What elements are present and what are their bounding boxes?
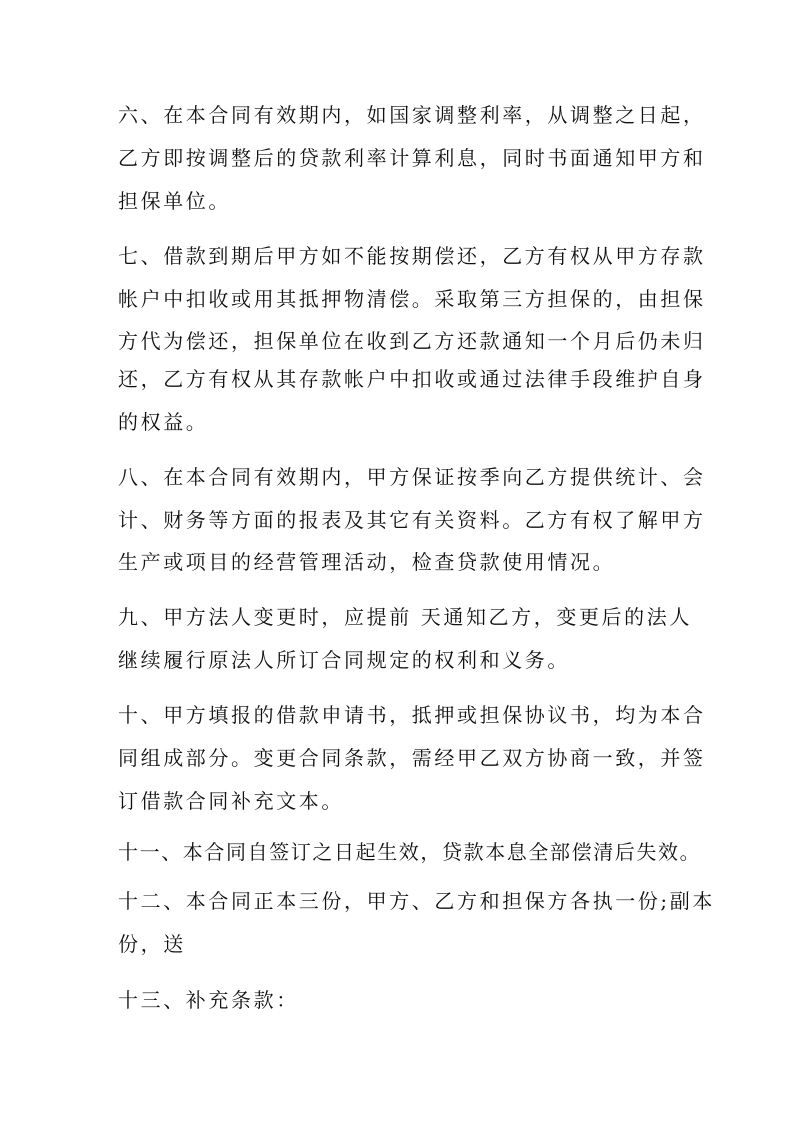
clause-10-line-1: 十、甲方填报的借款申请书，抵押或担保协议书，均为本合 (118, 703, 706, 727)
clause-12-line-2: 份，送 (118, 932, 186, 956)
clause-8-line-3: 生产或项目的经营管理活动，检查贷款使用情况。 (118, 550, 616, 574)
clause-6-line-3: 担保单位。 (118, 189, 231, 213)
clause-7-line-5: 的权益。 (118, 410, 209, 434)
clause-9-line-1: 九、甲方法人变更时，应提前 天通知乙方，变更后的法人 (118, 605, 692, 629)
clause-11-line-1: 十一、本合同自签订之日起生效，贷款本息全部偿清后失效。 (118, 840, 702, 864)
clause-9-line-2: 继续履行原法人所订合同规定的权利和义务。 (118, 648, 570, 672)
clause-6-line-2: 乙方即按调整后的贷款利率计算利息，同时书面通知甲方和 (118, 146, 706, 170)
clause-7-line-2: 帐户中扣收或用其抵押物清偿。采取第三方担保的，由担保 (118, 287, 706, 311)
clause-8-line-1: 八、在本合同有效期内，甲方保证按季向乙方提供统计、会 (118, 465, 706, 489)
clause-12-line-1: 十二、本合同正本三份，甲方、乙方和担保方各执一份;副本 (118, 889, 715, 913)
clause-10-line-2: 同组成部分。变更合同条款，需经甲乙双方协商一致，并签 (118, 746, 706, 770)
clause-6-line-1: 六、在本合同有效期内，如国家调整利率，从调整之日起， (118, 103, 706, 127)
clause-13-line-1: 十三、补充条款： (118, 988, 299, 1012)
clause-10-line-3: 订借款合同补充文本。 (118, 789, 344, 813)
clause-7-line-1: 七、借款到期后甲方如不能按期偿还，乙方有权从甲方存款 (118, 244, 706, 268)
clause-8-line-2: 计、财务等方面的报表及其它有关资料。乙方有权了解甲方 (118, 508, 706, 532)
clause-7-line-3: 方代为偿还，担保单位在收到乙方还款通知一个月后仍未归 (118, 329, 706, 353)
clause-7-line-4: 还，乙方有权从其存款帐户中扣收或通过法律手段维护自身 (118, 367, 706, 391)
